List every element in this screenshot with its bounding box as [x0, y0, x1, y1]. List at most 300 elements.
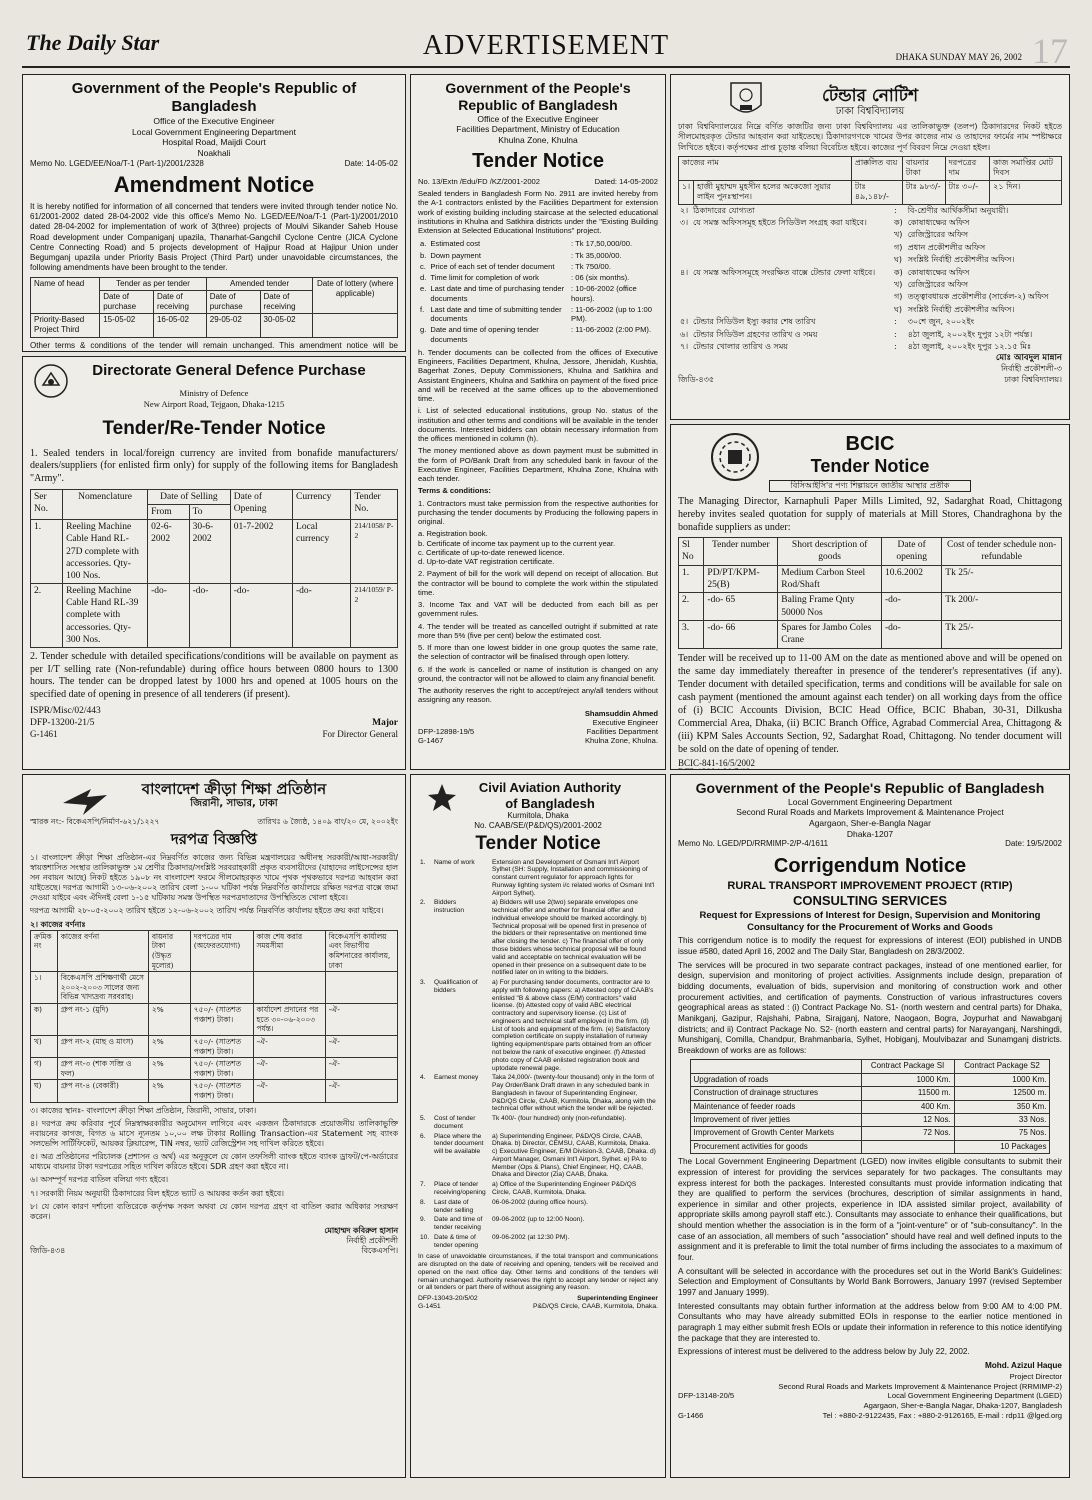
table-subheader: Date of purchase	[206, 290, 260, 313]
table-cell: 3.	[679, 621, 704, 649]
item-value: ৪ঠা জুলাই, ২০০২ইং দুপুর ১২.১৫ মিঃ	[907, 341, 1032, 351]
bcic-code: BCIC-841-16/5/2002	[678, 757, 756, 768]
table-cell: 15-05-02	[100, 314, 154, 337]
term-item: 5. If more than one lowest bidder in one group quotes the same rate, the selection of contractor will be finalised through open lottery.	[418, 643, 658, 662]
item-value: : Tk 35,000/00.	[571, 250, 622, 260]
table-row	[31, 520, 398, 584]
memo-number: Memo No. LGED/EE/Noa/T-1 (Part-1)/2001/2328	[30, 158, 204, 168]
contact-line: Tel : +880-2-9122435, Fax : +880-2-9126165, E-mail : rdp11 @lged.org	[822, 1411, 1062, 1421]
note-item: ৩। কাজের স্থানঃ- বাংলাদেশ ক্রীড়া শিক্ষা প্রতিষ্ঠান, জিরানী, সাভার, ঢাকা।	[30, 1105, 257, 1115]
caab-emblem-icon	[425, 781, 459, 815]
doc-item: a. Registration book.	[418, 529, 488, 539]
du-tender-notice	[670, 74, 1070, 420]
table-row	[679, 621, 1062, 649]
table-header: কাজের নাম	[679, 157, 852, 181]
item-key: e.	[420, 284, 427, 294]
item-marker: ক)	[893, 267, 903, 277]
table-cell: -do-	[189, 584, 230, 648]
office-line: Agargaon, Sher-e-Bangla Nagar	[809, 818, 931, 829]
item-label: টেন্ডার সিডিউল ইস্যু করার শেষ তারিখ	[693, 317, 816, 327]
org-name: BCIC	[845, 433, 895, 455]
item-key: d.	[420, 273, 427, 283]
office-line: Khulna Zone, Khulna	[498, 134, 578, 145]
table-header: বায়নার টাকা (উদ্ধৃত মূল্যের)	[148, 930, 190, 972]
memo-date: Date: 19/5/2002	[1005, 839, 1062, 849]
table-cell: 214/1058/ P-2	[351, 520, 398, 584]
item-value: 06-06-2002 (during office hours).	[492, 1198, 588, 1206]
item-key: 4.	[420, 1074, 426, 1082]
signer-name: মোহাম্মদ কবিরুল হাসান	[324, 1225, 398, 1235]
table-cell: গ্রুপ নং-১ (মুদি)	[57, 1004, 148, 1036]
notice-heading: Tender Notice	[472, 150, 604, 173]
item-label: Date and time of opening tender documents	[430, 325, 539, 344]
table-cell: -do-	[293, 584, 351, 648]
table-cell: Baling Frame Qnty 50000 Nos	[778, 593, 882, 621]
list-item	[418, 1073, 658, 1114]
item-key: g.	[420, 325, 427, 335]
table-row	[690, 1114, 1050, 1127]
table-cell	[253, 972, 325, 1004]
item-key: ৬।	[680, 329, 689, 339]
item-key: ৫।	[680, 317, 689, 327]
item-key: 10.	[420, 1233, 430, 1241]
item-key: 6.	[420, 1132, 426, 1140]
table-cell: -do-	[882, 593, 942, 621]
table-header: ক্রমিক নং	[31, 930, 58, 972]
table-header: বায়নার টাকা	[902, 157, 945, 181]
item-value: সংশ্লিষ্ট নির্বাহী প্রকৌশলীর অফিস।	[907, 255, 1015, 265]
table-header: বিকেএসপি কার্যালয় এবং বিভাগীয় কমিশনারের কার্যালয়, ঢাকা	[325, 930, 397, 972]
notice-title: Directorate General Defence Purchase	[92, 362, 366, 379]
table-cell: Maintenance of feeder roads	[690, 1100, 861, 1113]
list-item	[678, 304, 1062, 316]
masthead	[0, 0, 1092, 72]
bcic-tender-notice	[670, 424, 1070, 770]
signer-line: P&D/QS Circle, CAAB, Kurmitola, Dhaka.	[532, 1303, 658, 1311]
table-subheader: From	[148, 505, 190, 520]
table-cell: কার্যাদেশ প্রদানের পর হতে ৩০-০৬-২০০৩ পর্যন্ত।	[253, 1004, 325, 1036]
table-cell: -do-	[230, 584, 292, 648]
table-row	[679, 593, 1062, 621]
item-label: যে সমস্ত অফিসসমূহে সংরক্ষিত বাক্সে টেন্ডার ফেলা যাইবে।	[693, 267, 876, 277]
list-item	[418, 238, 658, 249]
table-cell: 1.	[31, 520, 63, 584]
item-value: : 11-06-2002 (2:00 PM).	[571, 325, 652, 335]
notice-heading: Corrigendum Notice	[773, 854, 967, 877]
table-cell: -ঐ-	[253, 1080, 325, 1102]
term-item: 6. If the work is cancelled or name of institution is changed on any ground, the contractor will not be allowed to claim any financial benefit.	[418, 664, 658, 683]
table-cell: 75 Nos.	[954, 1127, 1050, 1140]
signer-name: Superintending Engineer	[577, 1295, 658, 1303]
item-value: রেজিস্ট্রারের অফিস	[907, 279, 969, 289]
term-item: 1. Contractors must take permission from the respective authorities for purchasing the tender documents by Producing the following papers in original.	[418, 498, 658, 527]
table-cell: Medium Carbon Steel Rod/Shaft	[778, 565, 882, 593]
signer-name: Major	[372, 718, 398, 729]
signer-line: ঢাকা বিশ্ববিদ্যালয়।	[1004, 374, 1062, 384]
g-code: G-1451	[418, 1303, 441, 1311]
para-money: The money mentioned above as down payment must be submitted in the form of PO/Bank Draft from any scheduled bank in favour of the Executive Engineer, Facilities Department, Khulna Zone, Khulna with each tender.	[418, 446, 658, 484]
table-cell: -ঐ-	[325, 1004, 397, 1036]
notice-heading: Amendment Notice	[113, 171, 315, 197]
table-cell: ২১ দিন।	[990, 180, 1062, 204]
item-key	[678, 291, 691, 303]
table-cell: ৭৫০/- (সাতশত পঞ্চাশ) টাকা।	[190, 1058, 253, 1080]
org-name: বাংলাদেশ ক্রীড়া শিক্ষা প্রতিষ্ঠান	[141, 780, 327, 798]
g-code: G-1461	[30, 729, 58, 740]
table-cell: 72 Nos.	[861, 1127, 954, 1140]
table-cell	[190, 972, 253, 1004]
doc-item: b. Certificate of income tax payment up to the current year.	[418, 538, 616, 548]
item-key: 1.	[420, 858, 426, 866]
item-label: Date and time of tender receiving	[434, 1216, 483, 1232]
list-item	[678, 229, 1062, 241]
item-key	[678, 304, 691, 316]
table-cell: Construction of drainage structures	[690, 1087, 861, 1100]
table-header: Date of lottery (where applicable)	[313, 277, 398, 314]
table-header: দরপত্রের দাম (অফেরতযোগ্য)	[190, 930, 253, 972]
item-value: কোষাধ্যক্ষের অফিস	[907, 267, 970, 277]
table-cell: Improvement of river jetties	[690, 1114, 861, 1127]
item-label	[691, 242, 892, 254]
office-line: Ministry of Defence	[179, 388, 249, 398]
ispr-code: ISPR/Misc/02/443	[30, 706, 101, 717]
table-cell: 16-05-02	[153, 314, 206, 337]
notice-heading: Tender Notice	[475, 833, 601, 855]
signer-line: Local Government Engineering Department (LGED)	[887, 1391, 1062, 1401]
item-label: Down payment	[430, 250, 481, 260]
list-item	[418, 283, 658, 304]
item-marker: গ)	[893, 292, 903, 302]
item-marker: খ)	[893, 230, 903, 240]
list-item	[418, 1132, 658, 1181]
table-cell: ৭৫০/- (সাতশত পঞ্চাশ) টাকা।	[190, 1004, 253, 1036]
item-value: a) Bidders will use 2(two) separate envelopes one technical offer and another for financial offer and individual envelope should be marked accordingly. b) Technical proposal will be opened first in presence of the bidders or their representative on mentioned time after closing the tender. c) The financial offer of only those bidders whose technical proposal will be found valid and acceptable on technical evaluation will be opened in their presence on a subsequent date to be notified later on in writing to the bidders.	[492, 899, 647, 977]
item-value: 09-06-2002 (at 12:30 PM).	[492, 1233, 570, 1241]
table-cell: 1000 Km.	[954, 1073, 1050, 1086]
table-header: Contract Package S2	[954, 1060, 1050, 1073]
table-cell: টাঃ ৯৮৩/-	[902, 180, 945, 204]
item-label: Qualification of bidders	[434, 979, 478, 994]
table-cell: 12500 m.	[954, 1087, 1050, 1100]
office-line: New Airport Road, Tejgaon, Dhaka-1215	[143, 398, 285, 409]
notice-heading: Tender Notice	[810, 456, 930, 476]
dgdp-emblem-icon	[33, 363, 69, 399]
item-key: 8.	[420, 1198, 426, 1206]
table-cell: -ঐ-	[325, 1080, 397, 1102]
section-title: ২। কাজের বর্ণনাঃ	[30, 919, 86, 929]
item-label: Price of each set of tender document	[430, 261, 555, 271]
item-key	[678, 242, 691, 254]
table-row	[690, 1127, 1050, 1140]
memo-date: Dated: 14-05-2002	[594, 176, 658, 186]
table-cell: Tk 200/-	[942, 593, 1062, 621]
signer-line: নির্বাহী প্রকৌশলী	[346, 1236, 398, 1246]
table-cell: ২%	[148, 1058, 190, 1080]
para-h: h. Tender documents can be collected from the offices of Executive Engineers, Facilities Department, Khulna, Jessore, Jhenidah, Kushtia, Bagerhat Zones, Deputy Commissioners, Khulna and Satkhira and Assistant Engineers, Khulna and Satkhira on payment of the fixed price and will be received at the same offices up to the abovementioned time.	[418, 347, 658, 404]
du-table	[678, 156, 1062, 205]
term-item: 2. Payment of bill for the work will depend on receipt of allocation. But the contractor will be bound to complete the work within the stipulated time.	[418, 569, 658, 597]
table-cell: হাজী মুহাম্মদ মুহসীন হলের অকেজো সুয়ার লাইন পুনঃস্থাপন।	[694, 180, 852, 204]
table-subheader: Date of receiving	[153, 290, 206, 313]
item-key: ২।	[680, 205, 689, 215]
note-item: ৭। সরকারী নিয়ম অনুযায়ী ঠিকাদারের বিল হইতে ভ্যাট ও আয়কর কর্তন করা হইবে।	[30, 1188, 284, 1198]
masthead-rule	[22, 66, 1070, 68]
list-item	[418, 324, 658, 345]
item-label: Place where the tender document will be available	[434, 1132, 484, 1156]
item-value: Tk 400/- (four hundred) only (non-refundable).	[492, 1115, 627, 1123]
table-header: Nomenclature	[63, 489, 148, 519]
table-cell	[313, 314, 398, 337]
table-cell: Tk 25/-	[942, 621, 1062, 649]
notice-intro: The Managing Director, Karnaphuli Paper Mills Limited, 92, Sadarghat Road, Chittagong hereby invites sealed quotation for supply of materials at Mill Stores, Chandraghona by the bonafide suppliers as under:	[678, 495, 1062, 533]
item-value: তত্ত্বাবধায়ক প্রকৌশলীর (সার্কেল-২) অফিস	[907, 292, 1049, 302]
para-i: i. List of selected educational institutions, group No. status of the institution and other terms and conditions will be available in the tender documents. Interested bidders can obtain necessary information from the offices mentioned in column (h).	[418, 406, 658, 444]
dfp-code: DFP-13200-21/5	[30, 718, 95, 729]
table-cell: গ্রুপ নং-৪ (বেকারী)	[57, 1080, 148, 1102]
memo-number: Memo No. LGED/PD/RRMIMP-2/P-4/1611	[678, 839, 829, 849]
table-cell: Reeling Machine Cable Hand RL-27D complete with accessories. Qty-100 Nos.	[63, 520, 148, 584]
du-emblem-icon	[725, 79, 767, 121]
table-cell: ৭৫০/- (সাতশত পঞ্চাশ) টাকা।	[190, 1080, 253, 1102]
item-key	[678, 279, 691, 291]
memo-date: Date: 14-05-02	[344, 158, 398, 168]
item-value: a) Office of the Superintending Engineer P&D/QS Circle, CAAB, Kurmitola, Dhaka.	[492, 1181, 637, 1196]
item-value: ৩০শে জুন, ২০০২ইং	[907, 317, 975, 327]
table-cell: 01-7-2002	[230, 520, 292, 584]
item-value: প্রধান প্রকৌশলীর অফিস	[907, 242, 986, 252]
item-label: Cost of tender document	[434, 1115, 476, 1130]
item-value: : 06 (six months).	[571, 273, 630, 283]
office-line: Local Government Engineering Department	[788, 796, 952, 807]
signer-line: Khulna Zone, Khulna.	[584, 736, 658, 746]
table-header: দরপত্রের দাম	[945, 157, 990, 181]
bksp-table	[30, 930, 398, 1103]
table-header: Contract Package SI	[861, 1060, 954, 1073]
doc-item: c. Certificate of up-to-date renewed licence.	[418, 547, 565, 557]
term-item: 3. Income Tax and VAT will be deducted from each bill as per government rules.	[418, 600, 658, 619]
signer-title: For Director General	[322, 729, 398, 740]
table-cell: -ঐ-	[253, 1035, 325, 1057]
org-name: of Bangladesh	[505, 795, 595, 811]
note-item: ৬। অসম্পূর্ণ দরপত্র বাতিল বলিয়া গণ্য হইবে।	[30, 1175, 169, 1185]
table-cell: -ঐ-	[325, 1035, 397, 1057]
signer-name: Shamsuddin Ahmed	[584, 708, 658, 718]
term-item: 4. The tender will be treated as cancelled outright if submitted at rate more than 5% (five per cent) below the estimated cost.	[418, 621, 658, 640]
table-row	[31, 584, 398, 648]
table-header: Tender No.	[351, 489, 398, 519]
table-row	[31, 1058, 398, 1080]
item-label: Name of work	[434, 858, 475, 866]
bcic-logo-icon	[709, 431, 761, 483]
table-header: Short description of goods	[778, 537, 882, 565]
notice-heading: Tender/Re-Tender Notice	[102, 418, 326, 440]
table-header	[690, 1060, 861, 1073]
rtip-para3: The Local Government Engineering Department (LGED) now invites eligible consultants to submit their expression of interest for providing the services separately for two packages. The consultants may express interest for both the packages. Interested consultants must provide information indicating that they are qualified to perform the services (brochures, description of similar assignments in hand, experience in similar and other projects, experience in IDA assisted similar project, availability of appropriate skills among payroll staff etc.). Consultants may associate to enhance their qualifications, but should mention whether the association is in the form of a "joint-venture" or of "sub-consultancy". In the case of an association, all members of such "association" should have real and well defined inputs to the assignment and it is preferable to limit the total number of firms including the associates to a maximum of four.	[678, 1157, 1062, 1263]
table-cell: 11500 m.	[861, 1087, 954, 1100]
education-tender-notice	[410, 74, 666, 770]
notice-title: Government of the People's Republic of Bangladesh	[71, 80, 357, 115]
item-label: টেন্ডার খোলার তারিখ ও সময়	[693, 341, 788, 351]
item-marker: :	[893, 317, 897, 327]
table-cell: -do-	[882, 621, 942, 649]
table-cell: PD/PT/KPM-25(B)	[704, 565, 778, 593]
item-key: a.	[420, 239, 427, 249]
list-item	[418, 1114, 658, 1132]
item-label: Place of tender receiving/opening	[434, 1181, 486, 1196]
table-cell: -ঐ-	[253, 1058, 325, 1080]
table-cell: ৭৫০/- (সাতশত পঞ্চাশ) টাকা।	[190, 1035, 253, 1057]
amendment-table	[30, 277, 398, 338]
closing-text: Other terms & conditions of the tender will remain unchanged. This amendment notice will be	[30, 340, 398, 350]
table-cell: গ্রুপ নং-২ (মাছ ও মাংস)	[57, 1035, 148, 1057]
request-title: Request for Expressions of Interest for Design, Supervision and Monitoring Consultancy for the Procurement of Works and Goods	[699, 910, 1041, 933]
table-cell: ২%	[148, 1080, 190, 1102]
table-cell: Reeling Machine Cable Hand RL-39 complete with accessories. Qty-300 Nos.	[63, 584, 148, 648]
notice-title: Government of the People's Republic of Bangladesh	[445, 80, 631, 113]
table-cell: ২%	[148, 1035, 190, 1057]
table-cell: 30-05-02	[260, 314, 313, 337]
rtip-para1: This corrigendum notice is to modify the request for expressions of interest (EOI) published in UNDB issue #580, dated April 16, 2002 and The Daily Star, Bangladesh on 28/3/2002.	[678, 936, 1062, 956]
table-cell: ১।	[679, 180, 694, 204]
dgdp-tender-notice	[22, 356, 406, 770]
list-item	[418, 1180, 658, 1198]
office-line: Facilities Department, Ministry of Education	[456, 124, 620, 135]
caab-list	[418, 858, 658, 1251]
consulting-title: CONSULTING SERVICES	[792, 892, 948, 908]
g-code: G-1466	[678, 1411, 704, 1421]
table-cell: ঘ)	[31, 1080, 58, 1102]
table-cell: Improvement of Growth Center Markets	[690, 1127, 861, 1140]
du-details	[678, 205, 1062, 354]
table-row	[679, 565, 1062, 593]
item-key: ৪।	[680, 267, 689, 277]
table-cell: Priority-Based Project Third	[31, 314, 100, 337]
item-label: Last date of tender selling	[434, 1198, 474, 1214]
list-item	[418, 272, 658, 283]
office-line: Noakhali	[197, 147, 231, 158]
table-row	[690, 1087, 1050, 1100]
office-line: Office of the Executive Engineer	[477, 113, 599, 124]
notice-body: Tender will be received up to 11-00 AM on the date as mentioned above and will be opened on the same day immediately thereafter in presence of the tenderer's representatives (if any). Tender document with detailed specification, terms and conditions will be available for sale on cash payment (mentioned the amount against each tender) on all working days from the office of (i) BCIC Accounts Division, BCIC Head Office, BCIC Bhaban, 30-31, Dilkusha Commercial Area, Dhaka, (ii) BCIC Branch Office, Agrabad Commercial Area, Chittagong & (iii) KPM Sales Accounts Section, 92, Sadarghat Road, Chittagong. No tender document will be sold on the date of opening of tender.	[678, 652, 1062, 755]
table-cell: 10 Packages	[954, 1140, 1050, 1153]
table-subheader: Date of receiving	[260, 290, 313, 313]
item-label: যে সমস্ত অফিসসমূহ হইতে সিডিউল সংগ্রহ করা যাইবে।	[693, 218, 867, 228]
item-label: Estimated cost	[430, 239, 481, 249]
item-marker: :	[893, 329, 897, 339]
item-value: a) For purchasing tender documents, contractor are to apply with following papers: a) Attested copy of CAAB's enlisted "B & above class (E/M) contractors" valid license. (b) Attested copy of valid ABC electrical contractory and supervisory license. (c) List of engineers and technical staff employed in the firm. (d) List of tools and equipment of the firm. (e) Satisfactory completion certificate on supply installation of runway lighting equipment/spare parts obtained from an officer not below the rank of executive engineer. (f) Attested photo copy of CAAB enlisted registration book and uptodate renewal page.	[492, 979, 654, 1072]
table-cell: ক)	[31, 1004, 58, 1036]
table-cell: 30-6-2002	[189, 520, 230, 584]
items-table	[30, 489, 398, 648]
signer-name: মোঃ আবদুল মান্নান	[995, 353, 1062, 364]
g-code: G-1467	[418, 736, 444, 746]
table-cell	[325, 972, 397, 1004]
memo-number: No. CAAB/SE/(P&D/QS)/2001-2002	[474, 821, 602, 831]
org-name: Civil Aviation Authority	[478, 780, 622, 795]
table-cell: Upgradation of roads	[690, 1073, 861, 1086]
memo-number: স্মারক নং:- বিকেএসপি/নির্মাণ-৬২১/১২২৭	[30, 816, 160, 826]
item-marker: ঘ)	[893, 304, 903, 314]
item-key: 3.	[420, 979, 426, 987]
signer-line: Facilities Department	[586, 727, 658, 737]
signer-line: Agargaon, Sher-e-Bangla Nagar, Dhaka-1207, Bangladesh	[863, 1401, 1062, 1411]
item-label	[691, 254, 892, 266]
table-cell: 350 Km.	[954, 1100, 1050, 1113]
table-row	[679, 180, 1062, 204]
item-value: কোষাধ্যক্ষের অফিস	[907, 218, 970, 228]
table-cell: Local currency	[293, 520, 351, 584]
list-item	[678, 279, 1062, 291]
notice-para1: ১। বাংলাদেশ ক্রীড়া শিক্ষা প্রতিষ্ঠান-এর নিম্নবর্ণিত কাজের জন্য বিভিন্ন মন্ত্রণালয়ের অধীনস্থ সরকারী/আধা-সরকারী/স্বায়ত্তশাসিত সংস্থার তালিকাভুক্ত ১ম শ্রেণীর ঠিকাদার/সংশ্লিষ্ট সরবরাহকারী প্রকৃত ব্যবসায়ীদের (যাহাদের লাইসেন্সের হাল সন নবায়ন আছে) নিকট হইতে ১৯০৮ নং বাংলাদেশ ফরমে সীলমোহরকৃত খামে পৃথক পৃথকভাবে দরপত্র আহবান করা যাইতেছে। দরপত্র আগামী ১৩-০৬-২০০২ তারিখ বেলা ১-০০ ঘটিকা পর্যন্ত নিম্নবর্ণিত কার্যালয়ে রক্ষিত দরপত্র বাক্সে জমা দেওয়া যাইবে এবং ঐদিনই বেলা ১-১৫ ঘটিকায় সমস্ত উপস্থিত দরপত্রদাতাদের উপস্থিতিতে খোলা হইবে।	[30, 852, 398, 903]
notice-body: Sealed tenders in Bangladesh Form No. 2911 are invited hereby from the A-1 contractors enlisted by the Facilities Department for extension work of existing building including staircase at the selected educational institutions in Khulna and Satkhira districts under the "Existing Building Extension at Selected Educational Institutions" project.	[418, 189, 658, 236]
item-marker: :	[893, 341, 897, 351]
dfp-code	[678, 768, 1062, 770]
table-cell	[148, 972, 190, 1004]
list-item	[418, 304, 658, 325]
bksp-tender-notice	[22, 774, 406, 1478]
table-row	[31, 1004, 398, 1036]
table-cell: -do- 65	[704, 593, 778, 621]
item-label: Date & time of tender opening	[434, 1233, 478, 1249]
table-header: Sl No	[679, 537, 704, 565]
list-item	[418, 898, 658, 978]
table-cell: 12 Nos.	[861, 1114, 954, 1127]
table-cell	[861, 1140, 954, 1153]
lged-amendment-notice	[22, 74, 406, 352]
notice-intro: 1. Sealed tenders in local/foreign currency are invited from bonafide manufacturers/ dealers/suppliers (for enlisted firm only) for supply of the following items for Bangladesh "Army".	[30, 447, 398, 485]
item-label: Time limit for completion of work	[430, 273, 539, 283]
item-value: : 11-06-2002 (up to 1:00 PM).	[571, 304, 652, 324]
notice-title: Government of the People's Republic of Bangladesh	[695, 780, 1045, 796]
item-value: Extension and Development of Osmani Int'l Airport Sylhet (SH: Supply, Installation and commissioning of constant current regulator for approach lights for Runway lighting system i/c related works of Osmani Int'l Airport Sylhet).	[492, 858, 655, 897]
item-key: ৭।	[680, 341, 689, 351]
g-code: জিডি-৪৩৪	[30, 1246, 66, 1256]
table-header: Date of Selling	[148, 489, 231, 504]
signer-line: বিকেএসপি।	[361, 1246, 398, 1256]
item-key: f.	[420, 304, 425, 314]
office-line: Second Rural Roads and Markets Improvement & Maintenance Project	[736, 807, 1004, 818]
item-label: Earnest money	[434, 1074, 479, 1082]
table-cell: 2.	[31, 584, 63, 648]
list-item	[678, 267, 1062, 279]
signer-line: Second Rural Roads and Markets Improvement & Maintenance Project (RRMIMP-2)	[778, 1381, 1062, 1391]
list-item	[418, 858, 658, 899]
table-cell: খ)	[31, 1035, 58, 1057]
table-cell: 1000 Km.	[861, 1073, 954, 1086]
item-value: ৪ঠা জুলাই, ২০০২ইং দুপুর ১২টা পর্যন্ত।	[907, 329, 1033, 339]
table-cell: 33 Nos.	[954, 1114, 1050, 1127]
table-cell: গ্রুপ নং-৩ (শাক সব্জি ও ফল)	[57, 1058, 148, 1080]
table-row	[690, 1140, 1050, 1153]
org-address: Kurmitola, Dhaka	[507, 811, 569, 821]
item-marker: খ)	[893, 279, 903, 289]
signer-line: Executive Engineer	[592, 717, 658, 727]
item-marker: ঘ)	[893, 255, 903, 265]
table-cell: টাঃ ৪৯,১৪৮/-	[851, 180, 902, 204]
item-label	[691, 291, 892, 303]
item-value: : Tk 750/00.	[571, 261, 611, 271]
item-marker: ক)	[893, 218, 903, 228]
item-key: 2.	[420, 899, 426, 907]
table-cell: Procurement activities for goods	[690, 1140, 861, 1153]
table-row	[31, 972, 398, 1004]
table-cell: -ঐ-	[325, 1058, 397, 1080]
notice-para2: 2. Tender schedule with detailed specifications/conditions will be available on payment as per I/T selling rate (Non-refundable) during office hours between 0800 hours to 1300 hours. The tender can be dropped latest by 1000 hrs and opened at 1005 hours on the specified date of opening in presence of all tenderers (if present).	[30, 650, 398, 701]
caab-tender-notice	[410, 774, 666, 1478]
table-header: Date of Opening	[230, 489, 292, 519]
table-header: Ser No.	[31, 489, 63, 519]
notice-para1b: দরপত্র আগামী ২৮-০৫-২০০২ তারিখ হইতে ১২-০৬-২০০২ তারিখ পর্যন্ত নিম্নবর্ণিত কার্যালয় হইতে ক্রয় করা যাইবে।	[30, 906, 384, 916]
